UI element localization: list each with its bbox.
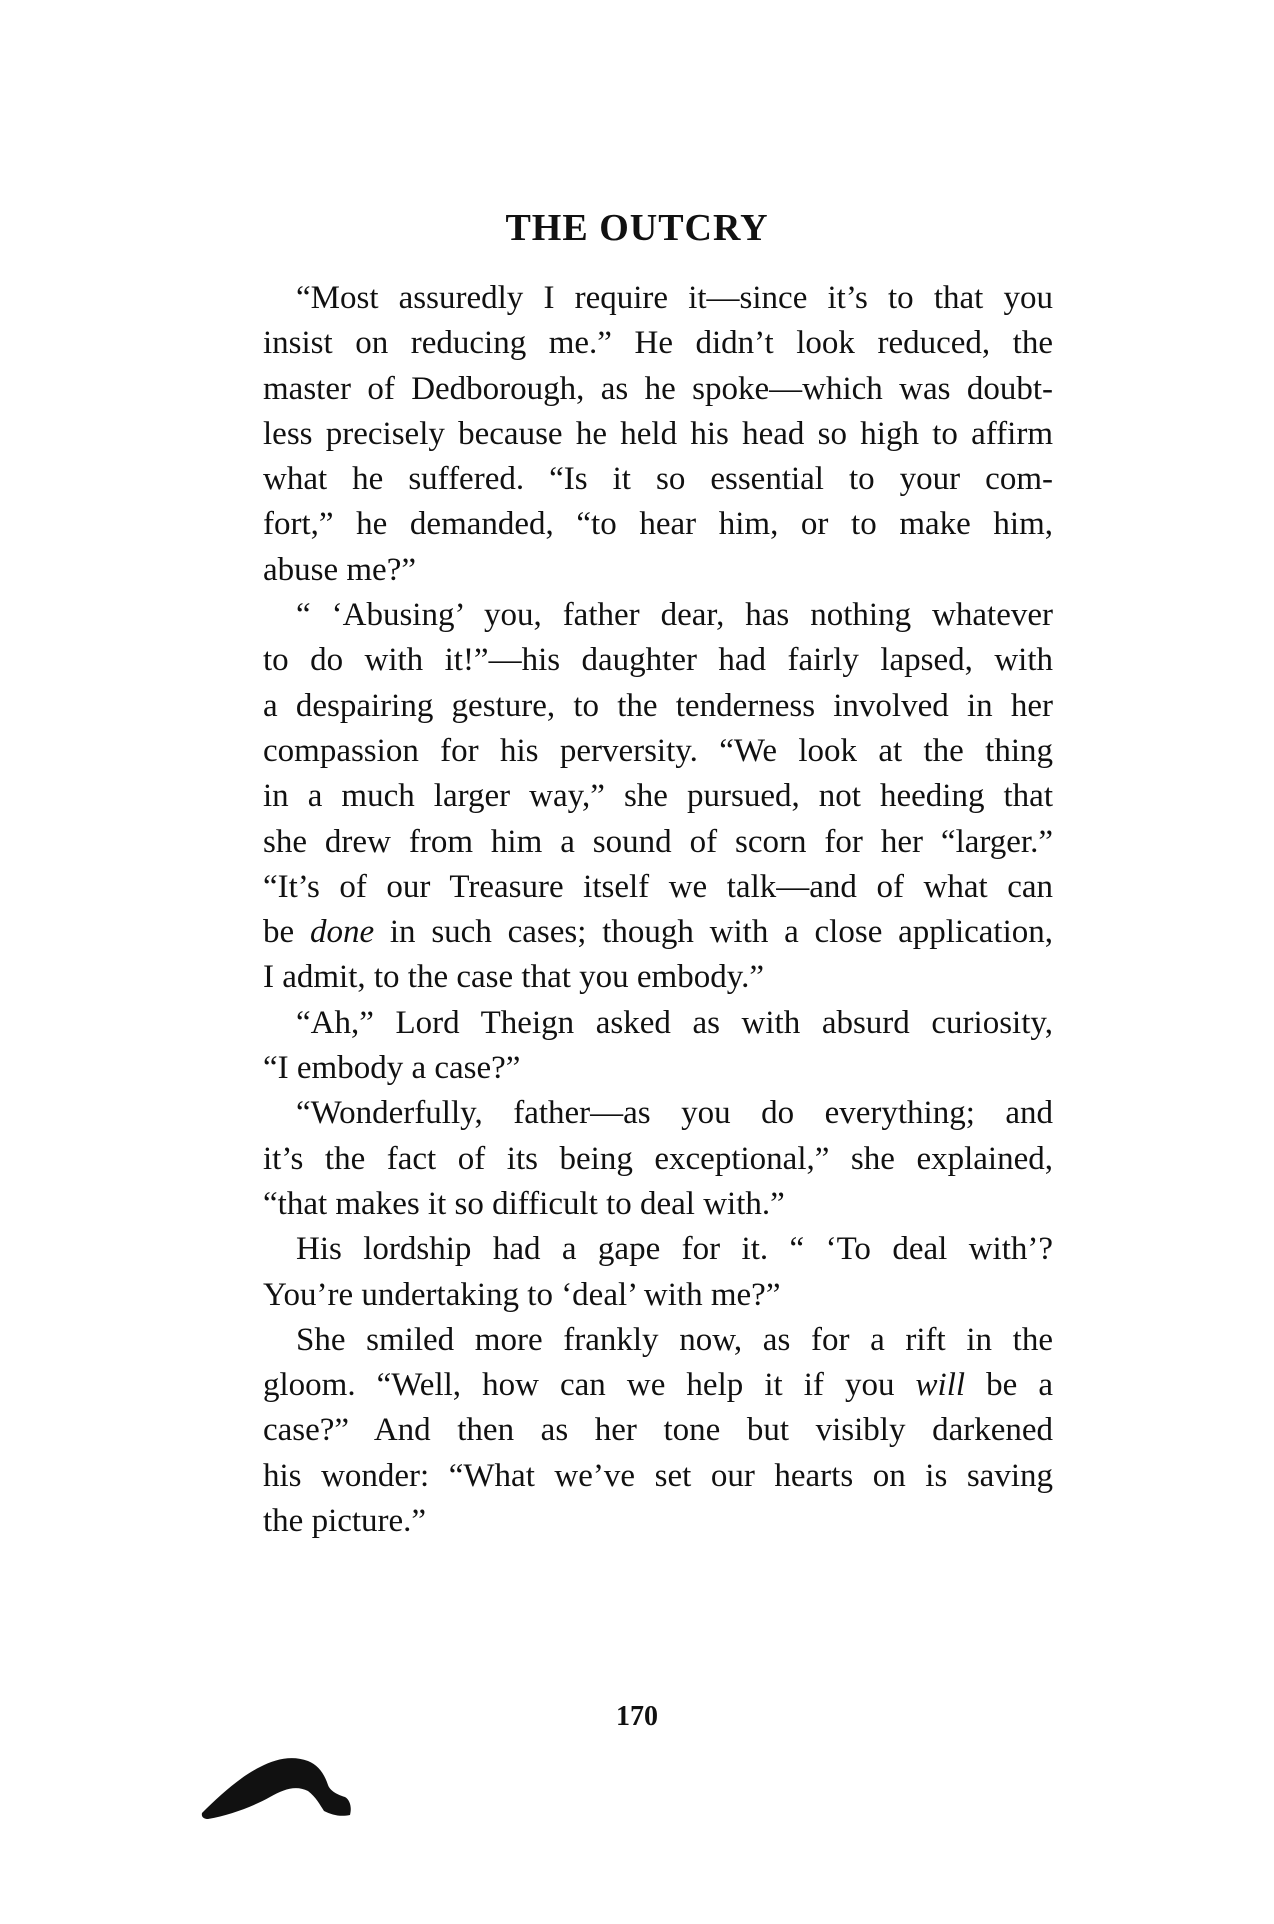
text-line: gloom. “Well, how can we help it if you will be a <box>263 1367 1053 1404</box>
text-line: the picture.” <box>263 1503 427 1540</box>
text-line: fort,” he demanded, “to hear him, or to make him, <box>263 506 1053 543</box>
text-line: it’s the fact of its being exceptional,” she explained, <box>263 1140 1053 1177</box>
text-line: what he suffered. “Is it so essential to your com- <box>263 461 1053 498</box>
page-number: 170 <box>616 1701 658 1732</box>
text-line: “that makes it so difficult to deal with.” <box>263 1185 785 1222</box>
ink-blot-mark <box>200 1745 360 1820</box>
text-line: “ ‘Abusing’ you, father dear, has nothing whatever <box>296 597 1053 634</box>
running-head: THE OUTCRY <box>505 207 769 249</box>
text-line: His lordship had a gape for it. “ ‘To deal with’? <box>296 1231 1053 1268</box>
text-line: master of Dedborough, as he spoke—which was doubt- <box>263 370 1053 407</box>
text-line: a despairing gesture, to the tenderness involved in her <box>263 687 1053 724</box>
emphasis: done <box>309 914 375 951</box>
text-line: to do with it!”—his daughter had fairly lapsed, with <box>263 642 1053 679</box>
text-line: “Ah,” Lord Theign asked as with absurd curiosity, <box>296 1004 1053 1041</box>
text-line: abuse me?” <box>263 551 416 588</box>
text-line: I admit, to the case that you embody.” <box>263 959 764 996</box>
text-line: “I embody a case?” <box>263 1050 521 1087</box>
text-line: insist on reducing me.” He didn’t look reduced, the <box>263 325 1053 362</box>
text-line: compassion for his perversity. “We look at the thing <box>263 732 1053 769</box>
text-line: less precisely because he held his head so high to affirm <box>263 415 1053 452</box>
text-line: “Most assuredly I require it—since it’s to that you <box>296 280 1053 316</box>
text-line: She smiled more frankly now, as for a rift in the <box>296 1321 1053 1358</box>
text-line: You’re undertaking to ‘deal’ with me?” <box>263 1276 781 1313</box>
text-line: be done in such cases; though with a close application, <box>263 914 1053 951</box>
text-line: she drew from him a sound of scorn for her “larger.” <box>263 823 1053 860</box>
text-line: case?” And then as her tone but visibly darkened <box>263 1412 1053 1449</box>
emphasis: will <box>915 1367 966 1404</box>
body-text <box>263 276 1053 1544</box>
text-line: his wonder: “What we’ve set our hearts on is saving <box>263 1457 1053 1494</box>
text-line: “Wonderfully, father—as you do everything; and <box>296 1095 1053 1132</box>
text-line: “It’s of our Treasure itself we talk—and of what can <box>263 868 1053 905</box>
text-line: in a much larger way,” she pursued, not heeding that <box>263 778 1053 815</box>
